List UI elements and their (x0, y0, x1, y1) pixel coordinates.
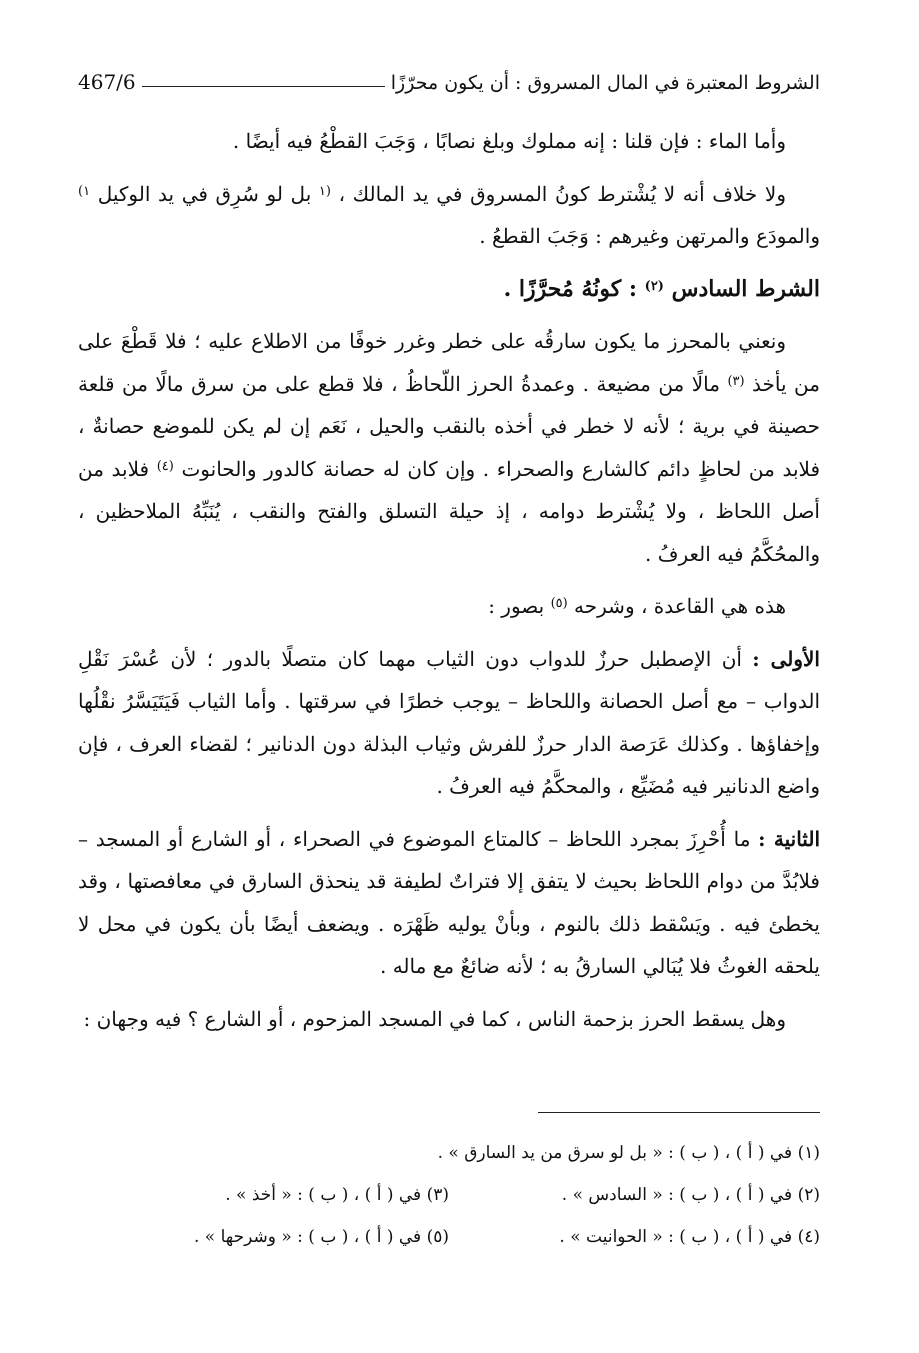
paragraph-possession: ولا خلاف أنه لا يُشْترط كونُ المسروق في يد المالك ، $^{(١}$ بل لو سُرِق في يد الوكيل $^{١)}$ والمودَع والمرتهن وغيرهم : وَجَبَ القطعُ . (78, 181, 820, 248)
header-rule (142, 86, 385, 87)
paragraph-definition: ونعني بالمحرز ما يكون سارقُه على خطر وغرر خوفًا من الاطلاع عليه ؛ فلا قَطْعَ على من يأخذ $^{(٣)}$ مالًا من مضيعة . وعمدةُ الحرز اللّحاظُ ، فلا قطع على من سرق مالًا من قلعة حصينة في برية ؛ لأنه لا خطر في أخذه بالنقب والحيل ، نَعَم إن لم يكن للموضع حصانةٌ ، فلابد من لحاظٍ دائم كالشارع والصحراء . وإن كان له حصانة كالدور والحانوت $^{(٤)}$ فلابد من أصل اللحاظ ، ولا يُشْترط دوامه ، إذ حيلة التسلق والفتح والنقب ، يُنَبِّهُ الملاحظين ، والمحُكَّمُ فيه العرفُ . (78, 329, 820, 566)
footnote-2: (٢) في ( أ ) ، ( ب ) : « السادس » . (561, 1185, 820, 1205)
footnote-ref-1-open: (١ (318, 183, 331, 199)
paragraph-first-case: الأولى : أن الإصطبل حرزٌ للدواب دون الثياب مهما كان متصلًا بالدور ؛ لأن عُسْرَ نَقْلِ الدواب – مع أصل الحصانة واللحاظ – يوجب خطرًا في سرقتها . وأما الثياب فَيَتَيَسَّرُ نقْلُها وإخفاؤها . وكذلك عَرَصة الدار حرزٌ للفرش وثياب البذلة دون الدنانير ؛ لقضاء العرف ، فإن واضع الدنانير فيه مُضَيِّع ، والمحكَّمُ فيه العرفُ . (78, 646, 820, 798)
page-number: 467/6 (78, 70, 136, 94)
paragraph-crowd: وهل يسقط الحرز بزحمة الناس ، كما في المسجد المزحوم ، أو الشارع ؟ فيه وجهان : (83, 1006, 786, 1031)
case-label-first: الأولى : (752, 646, 820, 671)
footnote-ref-3: (٣) (727, 373, 745, 389)
body-text (78, 120, 820, 1050)
paragraph-second-case: الثانية : ما أُحْرِزَ بمجرد اللحاظ – كالمتاع الموضوع في الصحراء ، أو الشارع أو المسجد – فلابُدَّ من دوام اللحاظ بحيث لا يتفق إلا فتراتٌ لطيفة قد ينحذق السارق في معافصتها ، وقد يخطئ فيه . ويَسْقط ذلك بالنوم ، وبأنْ يوليه ظَهْرَه . ويضعف أيضًا بأن يكون في محل لا يلحقه الغوثُ فلا يُبَالي السارقُ به ؛ لأنه ضائعٌ مع ماله . (78, 826, 820, 978)
footnote-4: (٤) في ( أ ) ، ( ب ) : « الحوانيت » . (559, 1227, 820, 1247)
footnote-separator (538, 1112, 820, 1113)
header-title: الشروط المعتبرة في المال المسروق : أن يكون محرّزًا (390, 72, 820, 94)
footnote-row (78, 1132, 820, 1174)
paragraph-water: وأما الماء : فإن قلنا : إنه مملوك وبلغ نصابًا ، وَجَبَ القطْعُ فيه أيضًا . (232, 129, 786, 153)
running-header (78, 58, 820, 94)
footnote-ref-1-close: ١) (78, 183, 91, 199)
footnote-5: (٥) في ( أ ) ، ( ب ) : « وشرحها » . (194, 1227, 449, 1247)
footnote-1: (١) في ( أ ) ، ( ب ) : « بل لو سرق من يد السارق » . (437, 1143, 820, 1163)
footnote-row (78, 1216, 820, 1258)
footnote-3: (٣) في ( أ ) ، ( ب ) : « أخذ » . (225, 1185, 449, 1205)
footnote-ref-2: (٢) (644, 278, 664, 294)
footnote-row (78, 1174, 820, 1216)
case-label-second: الثانية : (758, 826, 820, 851)
footnote-ref-4: (٤) (156, 458, 174, 474)
footnotes (78, 1132, 820, 1258)
footnote-ref-5: (٥) (550, 596, 568, 611)
paragraph-rule: هذه هي القاعدة ، وشرحه $^{(٥)}$ بصور : (488, 594, 786, 618)
section-heading: الشرط السادس $^{(٢)}$ : كونُهُ مُحرَّزًا . (503, 275, 820, 302)
